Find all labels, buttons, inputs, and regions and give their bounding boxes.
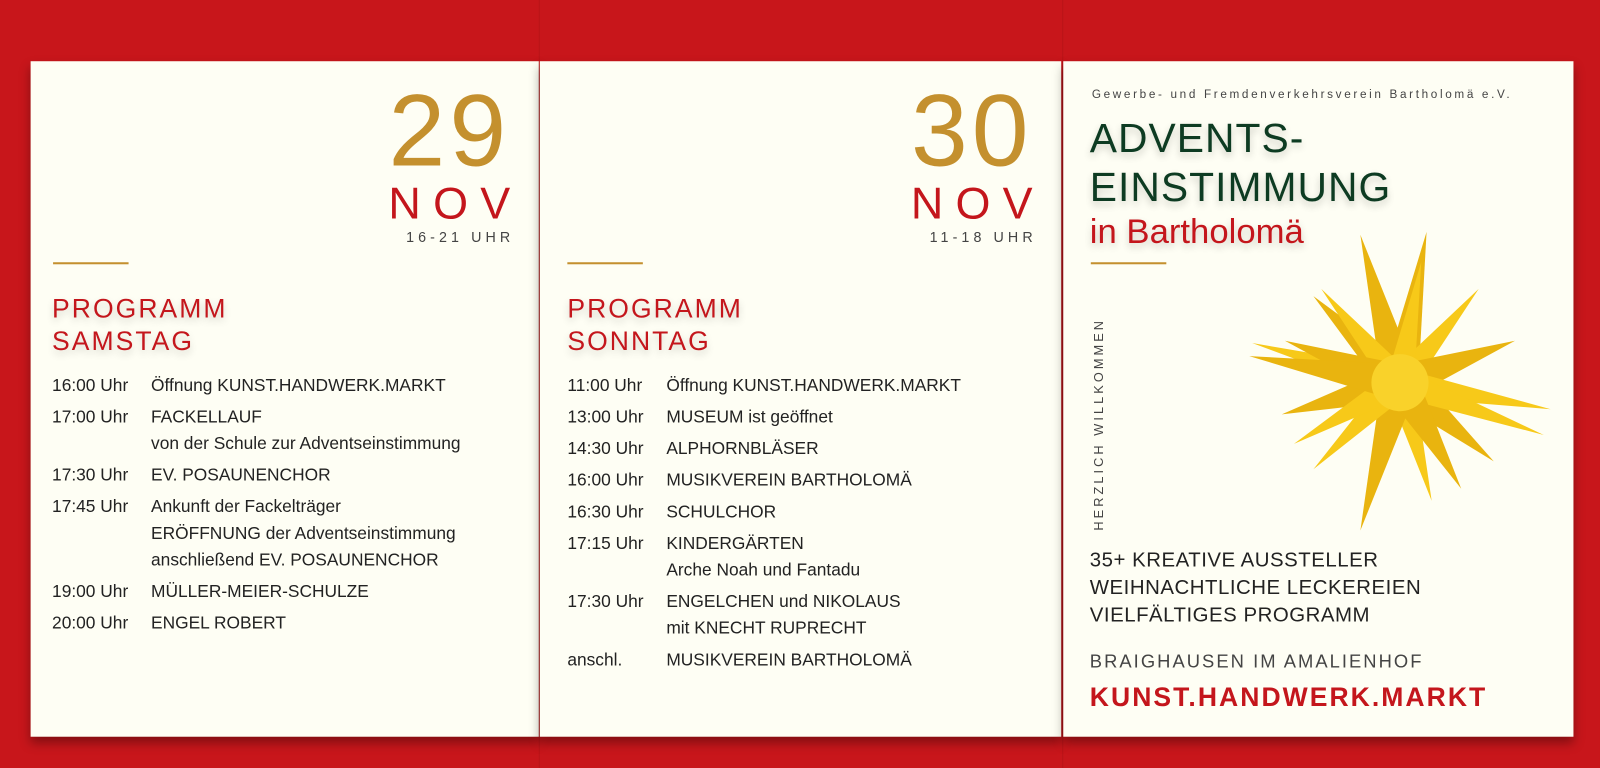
program-description [666, 467, 911, 494]
program-description [666, 531, 860, 584]
feature-line: VIELFÄLTIGES PROGRAMM [1089, 604, 1371, 627]
program-time: 17:00 Uhr [52, 407, 129, 427]
program-list [52, 372, 460, 641]
description-line: ENGEL ROBERT [151, 613, 286, 633]
program-description [666, 404, 832, 431]
description-line: FACKELLAUF [151, 407, 262, 427]
description-line: Arche Noah und Fantadu [666, 560, 861, 580]
program-time: 14:30 Uhr [567, 438, 644, 459]
description-line: Öffnung KUNST.HANDWERK.MARKT [151, 375, 446, 395]
date-hours: 16-21 UHR [406, 228, 515, 245]
program-heading [52, 292, 228, 357]
program-time: 17:45 Uhr [52, 496, 129, 517]
program-heading [567, 292, 743, 357]
program-item [52, 462, 460, 489]
program-item [52, 494, 460, 574]
gold-divider [53, 262, 129, 264]
description-line: von der Schule zur Adventseinstimmung [151, 433, 461, 454]
program-description [151, 610, 286, 637]
program-item [567, 436, 961, 463]
program-time: 13:00 Uhr [567, 407, 644, 427]
program-time: 17:30 Uhr [567, 591, 644, 612]
gold-divider [1091, 262, 1167, 264]
date-day: 29 [388, 73, 511, 188]
program-description [151, 404, 461, 457]
description-line: ERÖFFNUNG der Adventseinstimmung [151, 523, 456, 543]
description-line: ENGELCHEN und NIKOLAUS [666, 591, 901, 612]
program-description [666, 589, 900, 642]
description-line: MUSIKVEREIN BARTHOLOMÄ [666, 470, 912, 490]
cover-panel [1063, 61, 1573, 737]
heading-line: PROGRAMM [52, 292, 228, 324]
event-subtitle: in Bartholomä [1089, 212, 1304, 252]
venue: BRAIGHAUSEN IM AMALIENHOF [1089, 651, 1424, 672]
description-line: SCHULCHOR [666, 502, 777, 522]
program-item [52, 579, 460, 606]
program-item [567, 647, 961, 674]
title-line: ADVENTS- [1089, 116, 1305, 162]
gold-divider [567, 262, 643, 264]
program-item [567, 499, 961, 526]
herrnhut-star-icon [1247, 224, 1553, 540]
description-line: MÜLLER-MEIER-SCHULZE [151, 581, 369, 602]
organizer: Gewerbe- und Fremdenverkehrsverein Bartholomä e.V. [1091, 88, 1513, 102]
description-line: Öffnung KUNST.HANDWERK.MARKT [666, 375, 961, 395]
program-description [666, 372, 961, 399]
market-brand: KUNST.HANDWERK.MARKT [1089, 681, 1488, 713]
program-description [666, 436, 818, 463]
date-block [910, 73, 1045, 245]
program-item [567, 467, 961, 494]
program-item [52, 404, 460, 457]
program-item [567, 404, 961, 431]
program-time: 20:00 Uhr [52, 613, 129, 633]
program-description [666, 499, 776, 526]
description-line: mit KNECHT RUPRECHT [666, 618, 867, 638]
date-block [388, 73, 523, 245]
heading-line: SAMSTAG [52, 325, 195, 357]
feature-line: 35+ KREATIVE AUSSTELLER [1089, 548, 1379, 572]
description-line: Ankunft der Fackelträger [151, 496, 341, 517]
saturday-panel [31, 61, 539, 737]
date-month: NOV [910, 178, 1045, 229]
description-line: ALPHORNBLÄSER [666, 438, 819, 459]
program-time: 17:15 Uhr [567, 533, 644, 554]
program-time: 16:00 Uhr [567, 470, 644, 490]
star-core [1371, 354, 1428, 411]
program-item [567, 589, 961, 642]
event-title [1090, 114, 1391, 212]
program-item [52, 610, 460, 637]
program-item [567, 531, 961, 584]
program-time: 16:00 Uhr [52, 375, 129, 395]
description-line: EV. POSAUNENCHOR [151, 465, 331, 485]
program-description [151, 372, 446, 399]
description-line: MUSIKVEREIN BARTHOLOMÄ [666, 649, 912, 670]
program-list [567, 372, 961, 678]
heading-line: PROGRAMM [567, 292, 743, 324]
program-description [666, 647, 911, 674]
date-month: NOV [388, 178, 523, 229]
program-time: 17:30 Uhr [52, 465, 129, 485]
date-hours: 11-18 UHR [929, 228, 1037, 245]
program-time: 16:30 Uhr [567, 502, 644, 522]
description-line: KINDERGÄRTEN [666, 533, 804, 554]
program-time: anschl. [567, 649, 623, 670]
program-item [567, 372, 961, 399]
program-description [151, 462, 331, 489]
program-description [151, 579, 369, 606]
welcome-text: HERZLICH WILLKOMMEN [1091, 317, 1107, 531]
date-day: 30 [910, 73, 1033, 188]
description-line: MUSEUM ist geöffnet [666, 407, 833, 427]
feature-line: WEIHNACHTLICHE LECKEREIEN [1089, 576, 1422, 599]
sunday-panel [540, 61, 1061, 737]
title-line: EINSTIMMUNG [1089, 165, 1392, 211]
program-time: 11:00 Uhr [567, 375, 643, 395]
program-time: 19:00 Uhr [52, 581, 129, 602]
program-item [52, 372, 460, 399]
heading-line: SONNTAG [567, 325, 711, 357]
features [1090, 547, 1421, 630]
program-description [151, 494, 456, 574]
description-line: anschließend EV. POSAUNENCHOR [151, 549, 439, 570]
